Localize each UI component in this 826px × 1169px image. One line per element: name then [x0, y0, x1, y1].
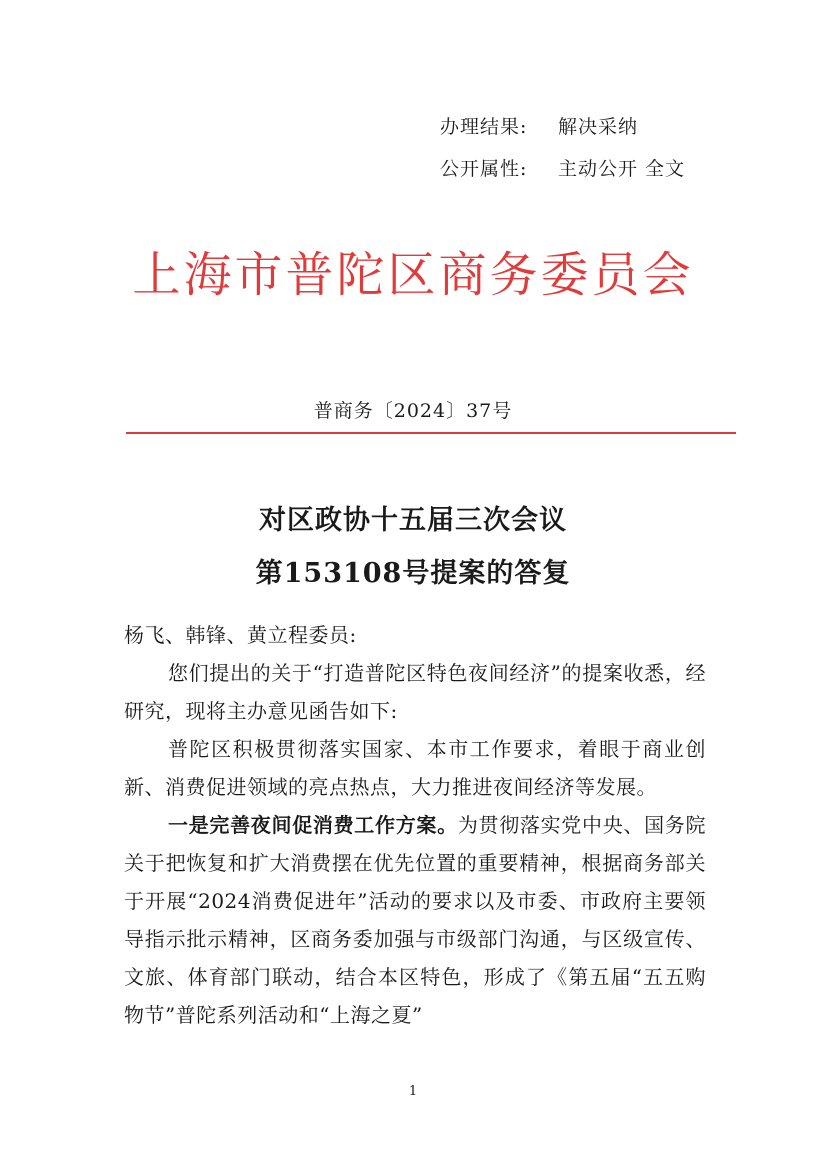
result-label: 办理结果: — [440, 116, 528, 138]
paragraph-3-text: 为贯彻落实党中央、国务院关于把恢复和扩大消费摆在优先位置的重要精神，根据商务部关于开展“2024消费促进年”活动的要求以及市委、市政府主要领导指示批示精神，区商务委加强与市级部门沟通，与区级宣传、文旅、体育部门联动，结合本区特色，形成了《第五届“五五购物节”普陀系列活动和“上海之夏” — [124, 813, 707, 1027]
result-field — [440, 112, 638, 139]
paragraph-3-heading: 一是完善夜间促消费工作方案。 — [168, 813, 458, 837]
disclosure-field — [440, 154, 685, 181]
result-value: 解决采纳 — [558, 116, 639, 138]
page-number: 1 — [408, 1084, 418, 1099]
letter-body — [124, 616, 706, 1034]
title-line-2: 第153108号提案的答复 — [255, 558, 571, 589]
disclosure-value: 主动公开 全文 — [558, 158, 686, 180]
paragraph-2: 普陀区积极贯彻落实国家、本市工作要求，着眼于商业创新、消费促进领域的亮点热点，大力推进夜间经济等发展。 — [124, 737, 706, 799]
paragraph-3 — [124, 806, 706, 1034]
disclosure-label: 公开属性: — [440, 158, 528, 180]
red-divider — [126, 432, 736, 434]
salutation: 杨飞、韩锋、黄立程委员: — [124, 623, 357, 647]
title-line-1: 对区政协十五届三次会议 — [259, 505, 567, 536]
paragraph-1: 您们提出的关于“打造普陀区特色夜间经济”的提案收悉，经研究，现将主办意见函告如下: — [124, 661, 706, 723]
issuing-organization: 上海市普陀区商务委员会 — [132, 247, 694, 303]
document-number: 普商务〔2024〕37号 — [313, 400, 513, 422]
